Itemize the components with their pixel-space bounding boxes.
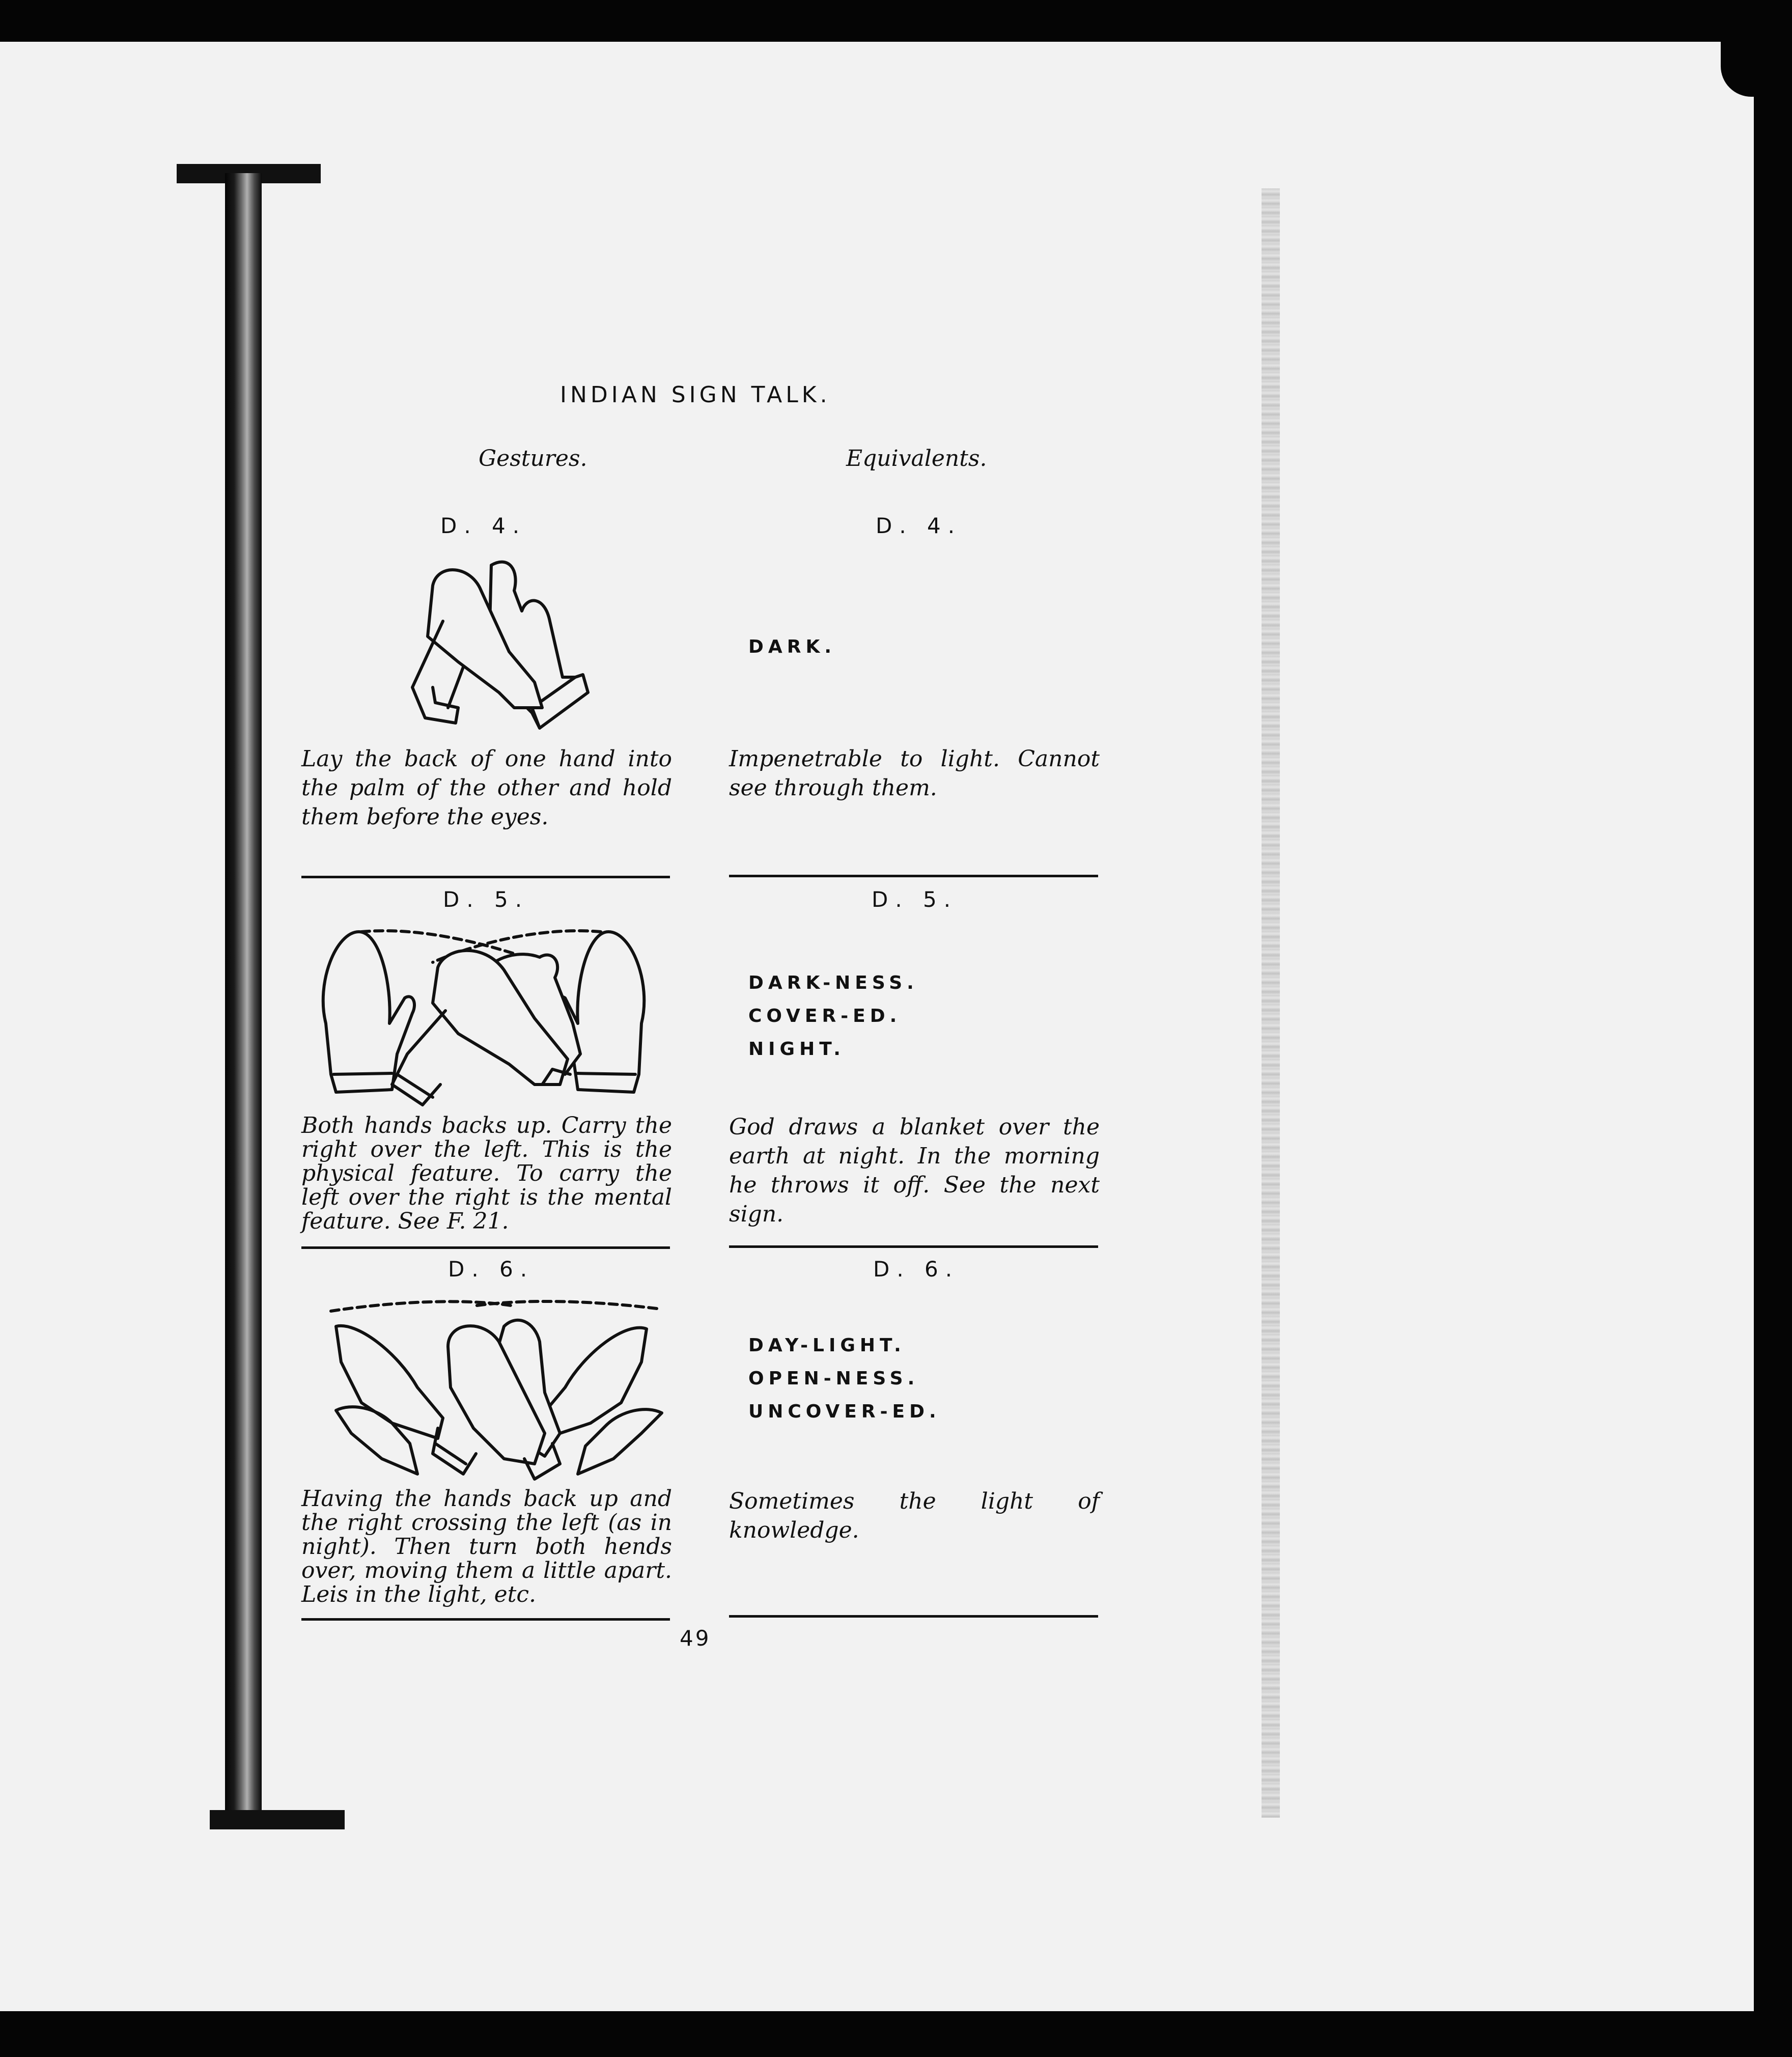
equivalent-text-d5: God draws a blanket over the earth at night. In the morning he throws it off. See the next sign. — [729, 1114, 1100, 1227]
divider-d4-left — [301, 876, 670, 878]
gesture-text-d5: Both hands backs up. Carry the right over the left. This is the physical feature. To carry the left over the right is the mental feature. See F. 21. — [301, 1113, 672, 1234]
term-d5-2: COVER-ED. — [748, 1006, 902, 1026]
crossed-hands-icon — [387, 555, 591, 738]
divider-d4-right — [729, 875, 1098, 877]
scan-border-right — [1754, 0, 1792, 2057]
binder-clip-bottom — [210, 1810, 345, 1829]
divider-d5-right — [729, 1245, 1098, 1248]
equivalent-label-d4: D. 4. — [876, 513, 962, 538]
scan-border-top — [0, 0, 1792, 42]
divider-d6-left — [301, 1618, 670, 1621]
term-d5-3: NIGHT. — [748, 1039, 845, 1060]
term-d5-1: DARK-NESS. — [748, 972, 918, 993]
page-edge — [1262, 188, 1280, 1818]
term-d6-1: DAY-LIGHT. — [748, 1335, 906, 1356]
column-header-equivalents: Equivalents. — [846, 446, 987, 471]
gesture-label-d5: D. 5. — [443, 887, 529, 912]
column-header-gestures: Gestures. — [479, 446, 587, 471]
scan-border-corner — [1721, 31, 1761, 97]
term-d4-1: DARK. — [748, 636, 836, 657]
equivalent-label-d5: D. 5. — [872, 887, 958, 912]
gesture-text-d4: Lay the back of one hand into the palm of the other and hold them before the eyes. — [301, 746, 672, 830]
gesture-label-d4: D. 4. — [440, 513, 527, 538]
gesture-text-d6: Having the hands back up and the right crossing the left (as in night). Then turn both hends over, moving them a little apart. Leis in the light, etc. — [301, 1486, 672, 1607]
binder-clip-spine — [225, 173, 262, 1828]
hands-cover-icon — [316, 922, 654, 1115]
equivalent-label-d6: D. 6. — [873, 1257, 960, 1282]
divider-d6-right — [729, 1615, 1098, 1618]
page-title: INDIAN SIGN TALK. — [560, 382, 831, 408]
equivalent-text-d4: Impenetrable to light. Cannot see through them. — [729, 746, 1100, 801]
divider-d5-left — [301, 1246, 670, 1249]
scan-border-bottom — [0, 2011, 1792, 2057]
hands-uncover-icon — [321, 1291, 667, 1489]
gesture-label-d6: D. 6. — [448, 1257, 535, 1282]
equivalent-text-d6: Sometimes the light of knowledge. — [729, 1488, 1100, 1543]
page-number: 49 — [680, 1626, 711, 1651]
term-d6-3: UNCOVER-ED. — [748, 1401, 941, 1422]
term-d6-2: OPEN-NESS. — [748, 1368, 919, 1389]
